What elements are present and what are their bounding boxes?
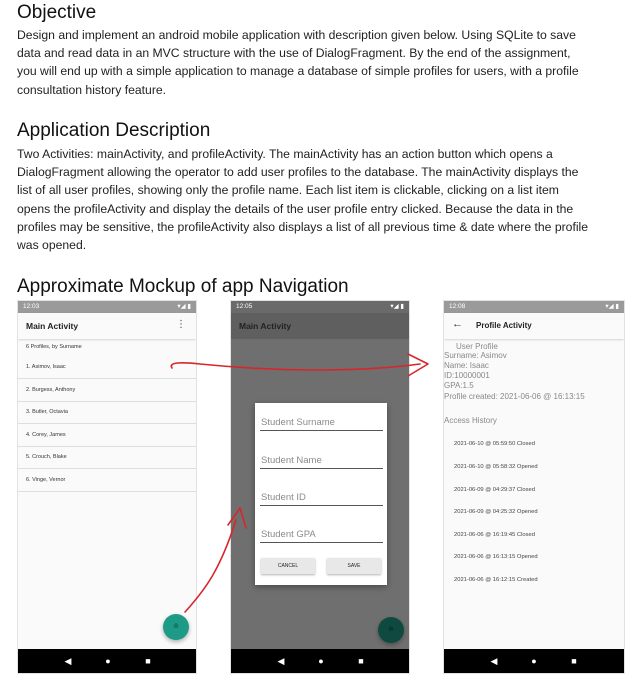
save-button[interactable]: SAVE: [327, 558, 381, 574]
nav-recent-icon[interactable]: ■: [358, 656, 364, 666]
status-time: 12:08: [449, 303, 466, 310]
profile-created: Profile created: 2021-06-06 @ 16:13:15: [444, 392, 585, 401]
description-line: list of all user profiles, showing only the profile name. Each list item is clickable, clicking on a list item: [17, 183, 559, 198]
back-arrow-icon[interactable]: ←: [452, 318, 463, 330]
nav-home-icon[interactable]: ●: [105, 656, 111, 666]
add-profile-fab[interactable]: ⊕: [163, 614, 189, 640]
nav-back-icon[interactable]: ◀: [277, 656, 285, 666]
android-nav-bar: [444, 649, 624, 673]
nav-back-icon[interactable]: ◀: [490, 656, 498, 666]
list-item[interactable]: 5. Crouch, Blake: [18, 447, 196, 469]
phone-main-activity: [17, 300, 197, 674]
list-item[interactable]: 3. Butler, Octavia: [18, 402, 196, 424]
history-entry: 2021-06-09 @ 04:29:37 Closed: [454, 487, 535, 493]
nav-recent-icon[interactable]: ■: [571, 656, 577, 666]
status-time: 12:05: [236, 303, 253, 310]
profile-name: Name: Isaac: [444, 361, 489, 370]
description-line: was opened.: [17, 238, 87, 253]
objective-heading: Objective: [17, 2, 97, 23]
list-item[interactable]: 6. Vinge, Vernor: [18, 470, 196, 492]
status-bar: [444, 301, 624, 313]
nav-recent-icon[interactable]: ■: [145, 656, 151, 666]
list-item[interactable]: 2. Burgess, Anthony: [18, 380, 196, 402]
dimmed-background: [231, 313, 409, 649]
student-gpa-field[interactable]: Student GPA: [260, 527, 383, 543]
description-paragraph: [17, 145, 631, 254]
nav-home-icon[interactable]: ●: [318, 656, 324, 666]
app-bar: [231, 313, 409, 339]
profile-id: ID:10000001: [444, 371, 490, 380]
list-item[interactable]: 1. Asimov, Isaac: [18, 357, 196, 379]
nav-home-icon[interactable]: ●: [531, 656, 537, 666]
app-bar: [444, 313, 624, 339]
arrow-head-profile: [408, 354, 428, 376]
history-entry: 2021-06-10 @ 05:58:32 Opened: [454, 464, 538, 470]
objective-line: consultation history feature.: [17, 82, 167, 97]
app-bar-title: Profile Activity: [476, 321, 532, 330]
phone-dialog-fragment: [230, 300, 410, 674]
description-line: DialogFragment allowing the operator to add user profiles to the database. The mainActivity displays the: [17, 165, 579, 180]
status-bar: [231, 301, 409, 313]
description-line: opens the profileActivity and display the details of the user profile entry clicked. Because the data in the: [17, 201, 574, 216]
nav-back-icon[interactable]: ◀: [64, 656, 72, 666]
description-heading: Application Description: [17, 120, 211, 141]
signal-battery-icon: ▾◢ ▮: [177, 303, 191, 310]
objective-line: you will end up with a simple application to manage a database of simple profiles for users, with a profile: [17, 64, 579, 79]
objective-line: Design and implement an android mobile application with description given below. Using SQLite to save: [17, 28, 576, 42]
profile-surname: Surname: Asimov: [444, 351, 507, 360]
description-line: Two Activities: mainActivity, and profileActivity. The mainActivity has an action button which opens a: [17, 147, 553, 161]
list-item[interactable]: 4. Corey, James: [18, 425, 196, 447]
student-id-field[interactable]: Student ID: [260, 490, 383, 506]
profile-heading: User Profile: [456, 342, 498, 351]
student-name-field[interactable]: Student Name: [260, 453, 383, 469]
android-nav-bar: [18, 649, 196, 673]
status-time: 12:03: [23, 303, 40, 310]
overflow-menu-icon[interactable]: ⋮: [176, 319, 186, 330]
cancel-button[interactable]: CANCEL: [261, 558, 315, 574]
objective-line: data and read data in an MVC structure with the use of DialogFragment. By the end of the assignment,: [17, 46, 571, 61]
status-bar: [18, 301, 196, 313]
phone-profile-activity: [443, 300, 625, 674]
android-nav-bar: [231, 649, 409, 673]
history-entry: 2021-06-10 @ 05:59:50 Closed: [454, 441, 535, 447]
mockup-heading: Approximate Mockup of app Navigation: [17, 276, 349, 297]
app-bar-title: Main Activity: [239, 321, 292, 331]
app-bar-title: Main Activity: [26, 321, 79, 331]
history-entry: 2021-06-09 @ 04:25:32 Opened: [454, 509, 538, 515]
add-profile-fab[interactable]: ⊕: [378, 617, 404, 643]
app-bar: [18, 313, 196, 339]
profile-count-caption: 6 Profiles, by Surname: [26, 344, 82, 350]
history-entry: 2021-06-06 @ 16:12:15 Created: [454, 577, 538, 583]
student-surname-field[interactable]: Student Surname: [260, 415, 383, 431]
add-student-dialog: [255, 403, 387, 585]
profile-gpa: GPA:1.5: [444, 381, 474, 390]
description-line: profiles may be sensitive, the profileActivity also displays a list of all previous time & date where the profile: [17, 219, 589, 234]
history-entry: 2021-06-06 @ 16:13:15 Opened: [454, 554, 538, 560]
signal-battery-icon: ▾◢ ▮: [390, 303, 404, 310]
access-history-label: Access History: [444, 416, 497, 425]
signal-battery-icon: ▾◢ ▮: [605, 303, 619, 310]
history-entry: 2021-06-06 @ 16:19:45 Closed: [454, 532, 535, 538]
objective-paragraph: [17, 26, 631, 99]
